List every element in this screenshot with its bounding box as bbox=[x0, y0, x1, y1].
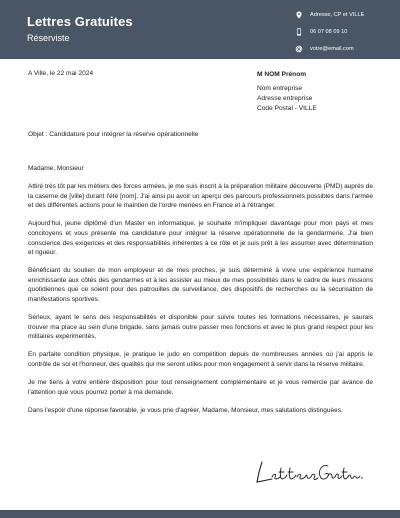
letter-paragraph: Bénéficiant du soutien de mon employeur et de mes proches, je suis déterminé à vivre une expérience humaine enrichissante aux côtés des gendarmes et à les assister au mieux de mes possibilités dans le cadre de leurs missions quotidiennes que ce soient pour des patrouilles de surveillance, des dispositifs de recherches ou la sécurisation de manifestations sportives. bbox=[28, 267, 373, 304]
sender-name: Lettres Gratuites bbox=[27, 14, 133, 29]
letter-salutation: Madame, Monsieur bbox=[28, 165, 84, 172]
recipient-city: Code Postal - VILLE bbox=[257, 105, 317, 112]
recipient-block bbox=[257, 70, 317, 114]
sender-role: Réserviste bbox=[27, 33, 70, 43]
letter-paragraph: Attiré très tôt par les métiers des forces armées, je me suis inscrit à la préparation militaire découverte (PMD) auprès de la caserne de [ville] durant l'été [nom]. J'ai ainsi pu avoir un aperçu des parcours professionnels possibles dans l'armée et des différentes actions pour le maintien de l'ordre menées en France et à l'étranger. bbox=[28, 183, 373, 210]
letter-paragraph: Je me tiens à votre entière disposition pour tout renseignement complémentaire et je vous remercie par avance de l'attention que vous pourrez porter à ma demande. bbox=[28, 379, 373, 396]
letter-date: A Ville, le 22 mai 2024 bbox=[28, 70, 94, 77]
letter-paragraph: Dans l'espoir d'une réponse favorable, je vous prie d'agréer, Madame, Monsieur, mes salutations distinguées. bbox=[28, 406, 343, 414]
contact-list bbox=[295, 6, 364, 57]
contact-email-text: votre@email.com bbox=[310, 45, 354, 52]
letter-header bbox=[0, 0, 400, 59]
recipient-company: Nom entreprise bbox=[257, 85, 303, 92]
letter-subject: Objet : Candidature pour intégrer la réserve opérationnelle bbox=[28, 131, 199, 138]
recipient-address: Adresse entreprise bbox=[257, 95, 313, 102]
letter-paragraph: Aujourd'hui, jeune diplômé d'un Master en informatique, je souhaite m'impliquer davantage pour mon pays et mes concitoyens et vous présente ma candidature pour intégrer la réserve opérationnelle de la gendarmerie. J'ai bien conscience des exigences et des responsabilités inhérentes à ce rôle et je suis prêt à les assumer avec détermination et rigueur. bbox=[28, 220, 373, 257]
letter-paragraph: Sérieux, ayant le sens des responsabilités et disponible pour suivre toutes les formations nécessaires, je saurais trouver ma place au sein d'une brigade, sans jamais outre passer mes fonctions et avec le plus grand respect pour les militaires expérimentés. bbox=[28, 314, 373, 341]
footer-bar bbox=[0, 510, 400, 518]
letter-paragraph: En parfaite condition physique, je pratique le judo en compétition depuis de nombreuses années où j'ai appris le contrôle de soi et l'honneur, des qualités qui me seront utiles pour mon engagement à servir dans la réserve militaire. bbox=[28, 351, 373, 368]
handwritten-signature bbox=[254, 458, 364, 488]
contact-email bbox=[295, 40, 364, 57]
contact-address-text: Adresse, CP et VILLE bbox=[310, 11, 365, 18]
letter-body bbox=[28, 164, 373, 424]
contact-phone-text: 06 07 08 09 10 bbox=[310, 28, 348, 35]
contact-phone bbox=[295, 23, 364, 40]
contact-address bbox=[295, 6, 364, 23]
at-sign-icon bbox=[295, 45, 303, 53]
phone-icon bbox=[295, 28, 303, 36]
recipient-name: M NOM Prénom bbox=[257, 71, 307, 78]
location-pin-icon bbox=[295, 11, 303, 19]
